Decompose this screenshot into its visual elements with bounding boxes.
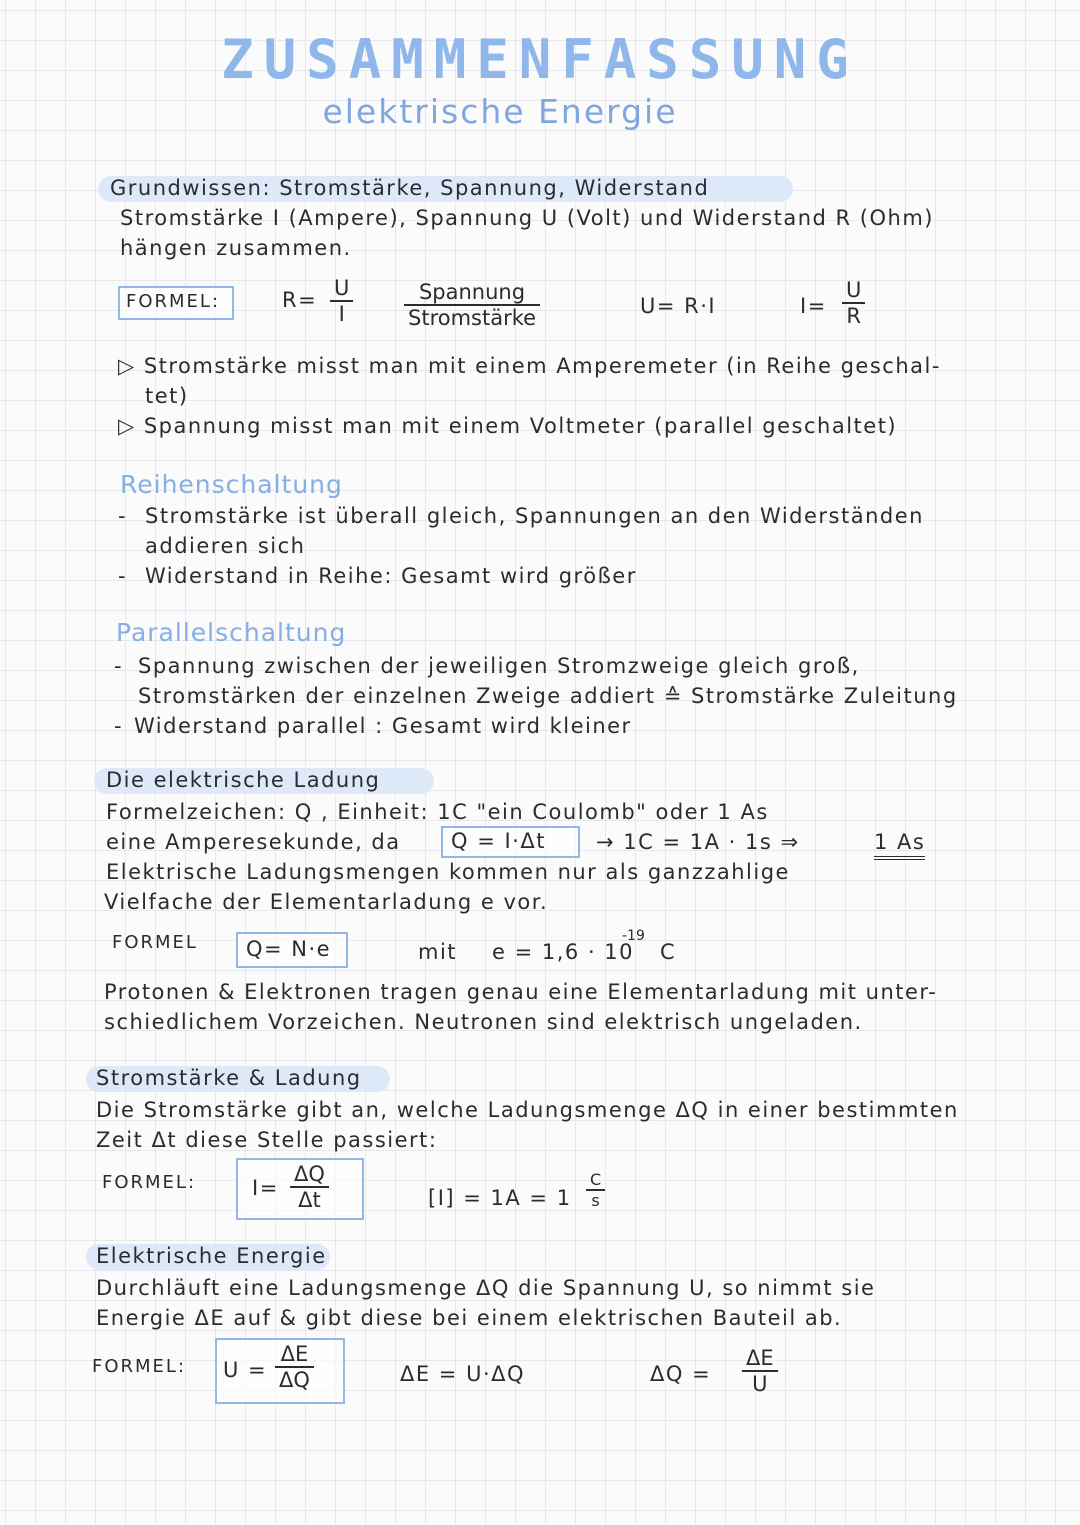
energie-formula3-denominator: U [752,1372,768,1396]
r-fraction [330,276,353,326]
page-subtitle: elektrische Energie [322,92,678,131]
list-dash: - [114,714,122,738]
i-denominator: R [846,304,861,328]
energie-fraction [275,1342,314,1392]
ladung-mit: mit [418,940,458,964]
ladung-result: 1 As [874,830,925,860]
elementarladung-exponent: -19 [622,928,645,944]
list-dash: - [118,504,126,528]
list-dash: - [114,654,122,678]
ladung-formel: Q= N·e [246,937,332,961]
ladung-formula-box [441,826,580,858]
ladung-formel-label: FORMEL [112,932,198,953]
list-dash: - [118,564,126,588]
ladung-line2: eine Amperesekunde, da [106,830,401,854]
energie-formula2: ΔE = U·ΔQ [400,1362,526,1386]
elementarladung-unit: C [660,940,677,964]
elementarladung-value: e = 1,6 · 10 [492,940,635,964]
ladung-conversion: → 1C = 1A · 1s ⇒ [596,830,800,854]
strom-ladung-denominator: Δt [298,1188,321,1212]
strom-ladung-lhs: I= [252,1176,279,1200]
grundwissen-formel-box [118,286,234,320]
page-title: ZUSAMMENFASSUNG [221,28,859,91]
bullet-amperemeter-cont: tet) [145,384,189,408]
formel-label: FORMEL: [126,291,221,312]
bullet-amperemeter: ▷ Stromstärke misst man mit einem Amperemeter (in Reihe geschal- [118,354,941,378]
unit-fraction [586,1170,605,1210]
ladung-line6: schiedlichem Vorzeichen. Neutronen sind elektrisch ungeladen. [104,1010,863,1034]
r-lhs: R= [282,288,318,312]
ladung-line3: Elektrische Ladungsmengen kommen nur als ganzzahlige [106,860,790,884]
energie-formel-label: FORMEL: [92,1356,187,1377]
unit-denominator: s [591,1191,600,1210]
energie-line1: Durchläuft eine Ladungsmenge ΔQ die Spannung U, so nimmt sie [96,1276,876,1300]
i-lhs: I= [800,294,827,318]
strom-ladung-line1: Die Stromstärke gibt an, welche Ladungsmenge ΔQ in einer bestimmten [96,1098,959,1122]
parallelschaltung-heading: Parallelschaltung [116,618,347,647]
reihe-item1-cont: addieren sich [145,534,306,558]
bullet-voltmeter: ▷ Spannung misst man mit einem Voltmeter (parallel geschaltet) [118,414,898,438]
i-numerator: U [846,278,862,302]
energie-formel-box [215,1338,345,1404]
energie-formula3-fraction [742,1346,778,1396]
strom-ladung-fraction [290,1162,329,1212]
energie-denominator: ΔQ [279,1368,310,1392]
strom-ladung-heading: Stromstärke & Ladung [96,1066,362,1090]
grundwissen-heading: Grundwissen: Stromstärke, Spannung, Widerstand [110,176,710,200]
reihenschaltung-heading: Reihenschaltung [120,470,343,499]
strom-ladung-formel-box [236,1158,364,1220]
energie-lhs: U = [223,1358,268,1382]
ladung-line4: Vielfache der Elementarladung e vor. [104,890,549,914]
energie-formula3-lhs: ΔQ = [650,1362,712,1386]
unit-numerator: C [590,1170,602,1189]
strom-ladung-formel-label: FORMEL: [102,1172,197,1193]
ladung-formula: Q = I·Δt [451,829,546,853]
reihe-item1: Stromstärke ist überall gleich, Spannungen an den Widerständen [145,504,924,528]
parallel-item1-cont: Stromstärken der einzelnen Zweige addiert ≙ Stromstärke Zuleitung [138,684,958,708]
stromstaerke-unit: [I] = 1A = 1 [428,1186,572,1210]
word-numerator: Spannung [418,280,526,304]
ladung-line1: Formelzeichen: Q , Einheit: 1C "ein Coulomb" oder 1 As [106,800,769,824]
energie-formula3-numerator: ΔE [746,1346,774,1370]
reihe-item2: Widerstand in Reihe: Gesamt wird größer [145,564,637,588]
energie-numerator: ΔE [280,1342,309,1366]
parallel-item1: Spannung zwischen der jeweiligen Stromzweige gleich groß, [138,654,860,678]
r-denominator: I [338,302,345,326]
u-formula: U= R·I [640,294,717,318]
grundwissen-line1: Stromstärke I (Ampere), Spannung U (Volt) und Widerstand R (Ohm) [120,206,934,230]
i-fraction [842,278,865,328]
word-denominator: Stromstärke [408,306,537,330]
r-numerator: U [334,276,350,300]
ladung-line5: Protonen & Elektronen tragen genau eine Elementarladung mit unter- [104,980,938,1004]
word-fraction [404,280,540,330]
strom-ladung-line2: Zeit Δt diese Stelle passiert: [96,1128,438,1152]
ladung-heading: Die elektrische Ladung [106,768,381,792]
energie-line2: Energie ΔE auf & gibt diese bei einem elektrischen Bauteil ab. [96,1306,843,1330]
strom-ladung-numerator: ΔQ [294,1162,325,1186]
grundwissen-line2: hängen zusammen. [120,236,352,260]
energie-heading: Elektrische Energie [96,1244,327,1268]
parallel-item2: Widerstand parallel : Gesamt wird kleiner [134,714,632,738]
ladung-formel-box [236,932,348,968]
